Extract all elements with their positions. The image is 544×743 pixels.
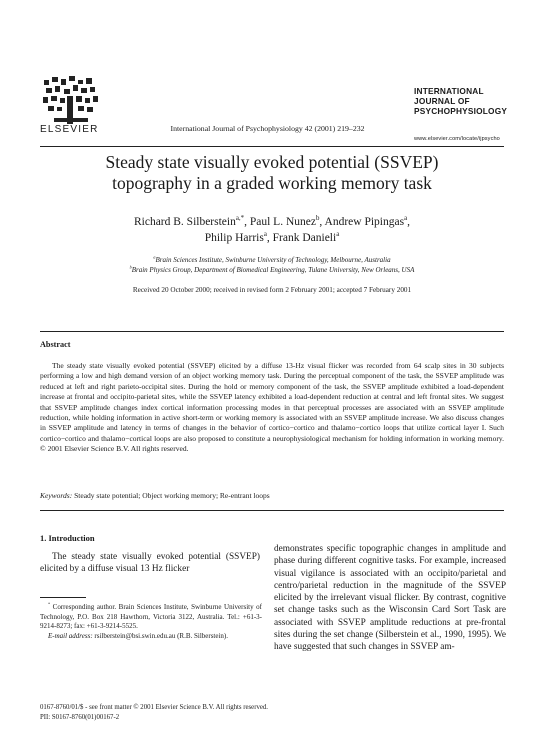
journal-logo-line: JOURNAL OF (414, 96, 470, 106)
divider (40, 510, 504, 511)
affiliation (50, 265, 494, 275)
journal-citation: International Journal of Psychophysiology 42 (2001) 219–232 (170, 124, 365, 133)
journal-logo-line: INTERNATIONAL (414, 86, 484, 96)
title-line: Steady state visually evoked potential (SSVEP) (105, 152, 439, 172)
footnote-symbol: * (48, 601, 51, 607)
article-title (50, 152, 494, 194)
keywords (40, 491, 504, 500)
author-affiliation-mark: a (404, 215, 408, 223)
abstract-heading: Abstract (40, 340, 71, 349)
email-address[interactable]: rsilberstein@bsi.swin.edu.au (R.B. Silberstein). (94, 631, 229, 640)
author-list: Richard B. Silberstein$^{a,*}$, Paul L. Nunez$^b$, Andrew Pipingas$^a$, Philip Harris$^a$, Frank Danieli$^a$ (133, 215, 411, 244)
divider (40, 146, 504, 147)
author-affiliation-mark: a (263, 231, 267, 239)
elsevier-tree-logo (40, 74, 102, 126)
affiliation-mark: a (153, 254, 156, 260)
keywords-label: Keywords: (40, 491, 73, 500)
section-heading: 1. Introduction (40, 533, 95, 543)
affiliation-mark: b (129, 264, 132, 270)
body-paragraph: The steady state visually evoked potential (SSVEP) elicited by a diffuse visual 13 Hz flicker (40, 552, 260, 575)
journal-url[interactable]: www.elsevier.com/locate/ijpsycho (414, 136, 500, 142)
publisher-name: ELSEVIER (40, 124, 99, 135)
journal-logo-line: PSYCHOPHYSIOLOGY (414, 106, 508, 116)
affiliations (50, 255, 494, 275)
received-dates: Received 20 October 2000; received in revised form 2 February 2001; accepted 7 February 2001 (132, 286, 412, 294)
journal-logo (414, 86, 510, 116)
copyright-line: 0167-8760/01/$ - see front matter © 2001 Elsevier Science B.V. All rights reserved. (40, 704, 268, 711)
author-name: Richard B. Silberstein (133, 216, 236, 228)
affiliation-text: Brain Sciences Institute, Swinburne University of Technology, Melbourne, Australia (155, 256, 391, 264)
page-footer (40, 703, 504, 723)
abstract-body: The steady state visually evoked potential (SSVEP) elicited by a diffuse 13-Hz visual flicker was recorded from 64 scalp sites in 30 subjects performing a low and high demand version of an object working memory task. During the perceptual component of the task, the SSVEP amplitude was reduced at left and right parieto-occipital sites. During the hold or memory component of the task, the SSVEP amplitude exhibited a load-dependent increase at frontal and occipito-parietal sites, while the SSVEP latency exhibited a load-dependent reduction at central and left frontal sites. We suggest that SSVEP amplitude changes index cortical information processing modes in that perceptual processes are associated with an SSVEP amplitude reduction, while holding information in active short-term or working memory is associated with an SSVEP amplitude increase. We also discuss changes in SSVEP amplitude and latency in terms of changes in the behavior of cortico−cortico and thalamo−cortico loops that utilize cortical layer I. Such cortico−cortico and thalamo−cortical loops are also proposed to constitute a neurophysiological mechanism for holding information in working memory. © 2001 Elsevier Science B.V. All rights reserved. (40, 361, 504, 454)
body-paragraph: demonstrates specific topographic changes in amplitude and phase during different cognitive tasks. For example, increased visual vigilance is associated with an occipito/parietal and centro/parietal reduction in the magnitude of the SSVEP elicited by the irrelevant visual flicker. By contrast, cognitive set change tasks such as the Wisconsin Card Sort Task are associated with SSVEP amplitude reductions at pre-frontal sites during the set change (Silberstein et al., 1990, 1995). We have suggested that such changes in SSVEP am- (274, 544, 506, 653)
email-label: E-mail address: (48, 631, 93, 640)
author-affiliation-mark: a,* (235, 215, 245, 223)
title-line: topography in a graded working memory task (112, 173, 432, 193)
pii-line: PII: S0167-8760(01)00167-2 (40, 714, 120, 721)
affiliation-text: Brain Physics Group, Department of Biomedical Engineering, Tulane University, New Orleans, USA (131, 266, 415, 274)
author-name: Philip Harris (204, 232, 264, 244)
author-affiliation-mark: b (315, 215, 320, 223)
divider (40, 331, 504, 332)
author-name: Frank Danieli (272, 232, 337, 244)
footnote-text: Corresponding author. Brain Sciences Institute, Swinburne University of Technology, P.O. Box 218 Hawthorn, Victoria 3122, Australia. Tel.: +61-3-9214-8273; fax: +61-3-9214-5525. (40, 603, 262, 631)
author-name: Paul L. Nunez (249, 216, 316, 228)
keywords-list: Steady state potential; Object working memory; Re-entrant loops (74, 491, 270, 500)
author-name: Andrew Pipingas (324, 216, 405, 228)
footnote (40, 603, 262, 641)
footnote-divider (40, 597, 86, 598)
affiliation (50, 255, 494, 265)
author-affiliation-mark: a (336, 231, 340, 239)
